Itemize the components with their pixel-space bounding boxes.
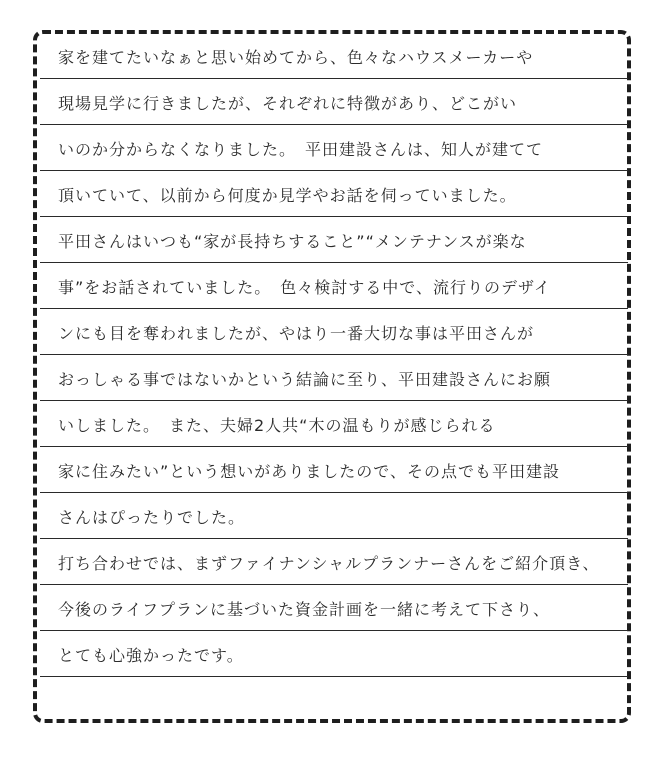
ruled-line — [40, 262, 628, 263]
ruled-line — [40, 584, 628, 585]
ruled-line — [40, 400, 628, 401]
ruled-line — [40, 446, 628, 447]
ruled-line — [40, 354, 628, 355]
letter-line: 平田さんはいつも“家が長持ちすること”“メンテナンスが楽な — [58, 232, 527, 251]
ruled-line — [40, 308, 628, 309]
ruled-line — [40, 538, 628, 539]
letter-line: 現場見学に行きましたが、それぞれに特徴があり、どこがい — [58, 94, 518, 113]
letter-line: さんはぴったりでした。 — [58, 508, 246, 527]
letter-line: ンにも目を奪われましたが、やはり一番大切な事は平田さんが — [58, 324, 535, 343]
ruled-line — [40, 124, 628, 125]
letter-line: 家に住みたい”という想いがありましたので、その点でも平田建設 — [58, 462, 560, 481]
letter-line: おっしゃる事ではないかという結論に至り、平田建設さんにお願 — [58, 370, 552, 389]
ruled-line — [40, 78, 628, 79]
ruled-line — [40, 492, 628, 493]
ruled-line — [40, 630, 628, 631]
letter-line: いしました。 また、夫婦2人共“木の温もりが感じられる — [58, 416, 496, 435]
letter-line: いのか分からなくなりました。 平田建設さんは、知人が建てて — [58, 140, 544, 159]
letter-line: 事”をお話されていました。 色々検討する中で、流行りのデザイ — [58, 278, 551, 297]
ruled-line — [40, 676, 628, 677]
letter-line: 今後のライフプランに基づいた資金計画を一緒に考えて下さり、 — [58, 600, 551, 619]
ruled-line — [40, 170, 628, 171]
letter-line: 打ち合わせでは、まずファイナンシャルプランナーさんをご紹介頂き、 — [58, 554, 600, 573]
ruled-line — [40, 216, 628, 217]
letter-line: 頂いていて、以前から何度か見学やお話を伺っていました。 — [58, 186, 517, 205]
letter-line: とても心強かったです。 — [58, 646, 244, 665]
letter-line: 家を建てたいなぁと思い始めてから、色々なハウスメーカーや — [58, 48, 534, 67]
